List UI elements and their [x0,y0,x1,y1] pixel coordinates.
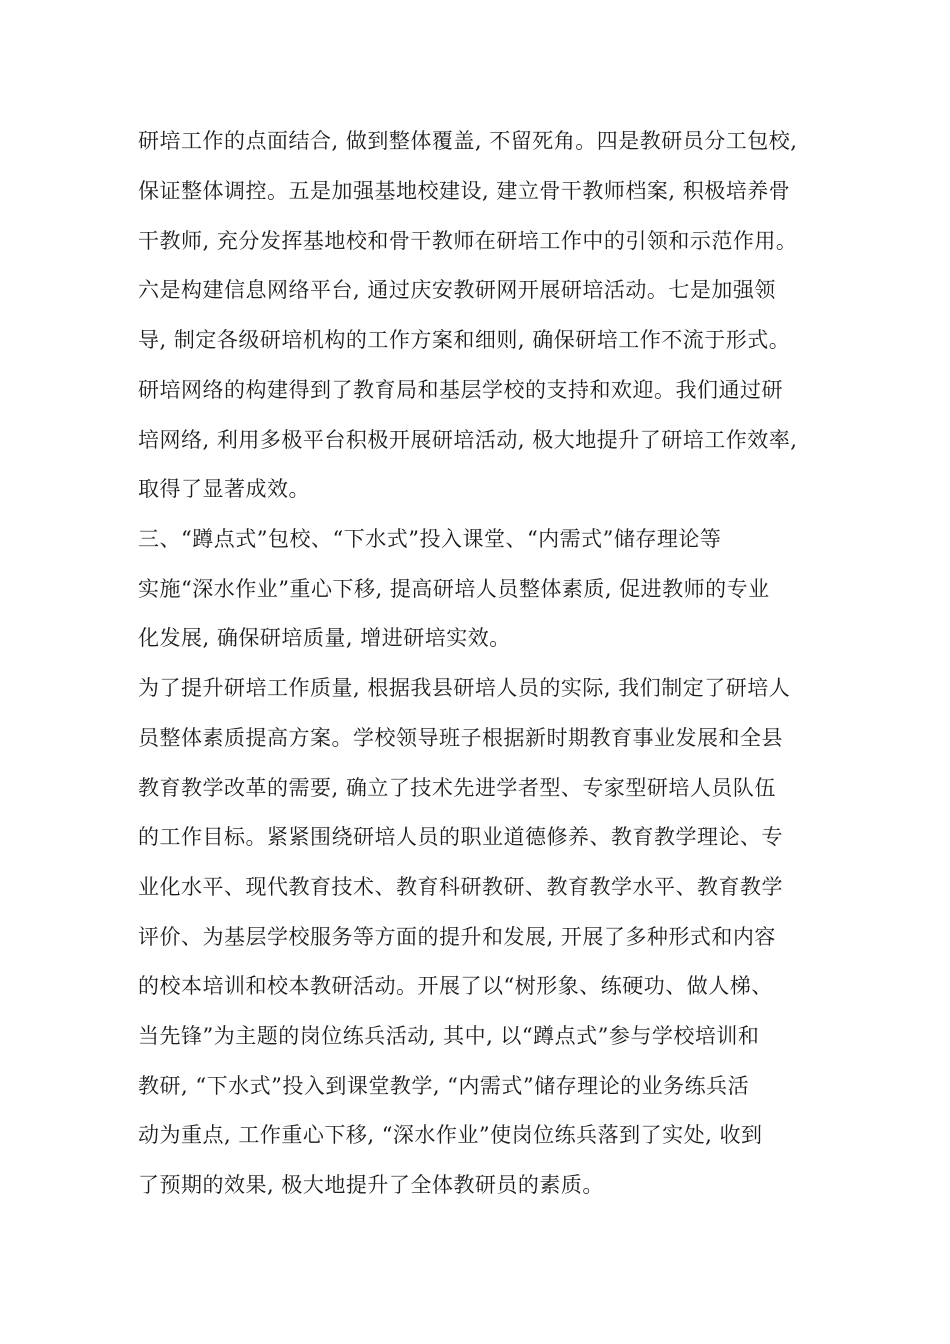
text-line: 为了提升研培工作质量, 根据我县研培人员的实际, 我们制定了研培人 [138,676,791,700]
text-line: 导, 制定各级研培机构的工作方案和细则, 确保研培工作不流于形式。 [138,328,791,352]
section-heading: 三、“蹲点式”包校、“下水式”投入课堂、“内需式”储存理论等 [138,527,722,551]
text-line: 了预期的效果, 极大地提升了全体教研员的素质。 [138,1173,604,1197]
text-line: 教研, “下水式”投入到课堂教学, “内需式”储存理论的业务练兵活 [138,1074,750,1098]
section-heading: 实施“深水作业”重心下移, 提高研培人员整体素质, 促进教师的专业 [138,577,770,601]
text-line: 的校本培训和校本教研活动。开展了以“树形象、练硬功、做人梯、 [138,974,773,998]
text-line: 取得了显著成效。 [138,477,310,501]
text-line: 培网络, 利用多极平台积极开展研培活动, 极大地提升了研培工作效率, [138,428,798,452]
text-line: 员整体素质提高方案。学校领导班子根据新时期教育事业发展和全县 [138,726,783,750]
text-line: 的工作目标。紧紧围绕研培人员的职业道德修养、教育教学理论、专 [138,825,783,849]
text-line: 教育教学改革的需要, 确立了技术先进学者型、专家型研培人员队伍 [138,776,776,800]
text-line: 保证整体调控。五是加强基地校建设, 建立骨干教师档案, 积极培养骨 [138,179,791,203]
text-line: 六是构建信息网络平台, 通过庆安教研网开展研培活动。七是加强领 [138,278,776,302]
text-line: 当先锋”为主题的岗位练兵活动, 其中, 以“蹲点式”参与学校培训和 [138,1024,760,1048]
text-line: 研培网络的构建得到了教育局和基层学校的支持和欢迎。我们通过研 [138,378,783,402]
text-line: 评价、为基层学校服务等方面的提升和发展, 开展了多种形式和内容 [138,925,776,949]
text-line: 研培工作的点面结合, 做到整体覆盖, 不留死角。四是教研员分工包校, [138,129,798,153]
section-heading: 化发展, 确保研培质量, 增进研培实效。 [138,626,511,650]
text-line: 干教师, 充分发挥基地校和骨干教师在研培工作中的引领和示范作用。 [138,229,798,253]
text-line: 业化水平、现代教育技术、教育科研教研、教育教学水平、教育教学 [138,875,783,899]
text-line: 动为重点, 工作重心下移, “深水作业”使岗位练兵落到了实处, 收到 [138,1123,763,1147]
